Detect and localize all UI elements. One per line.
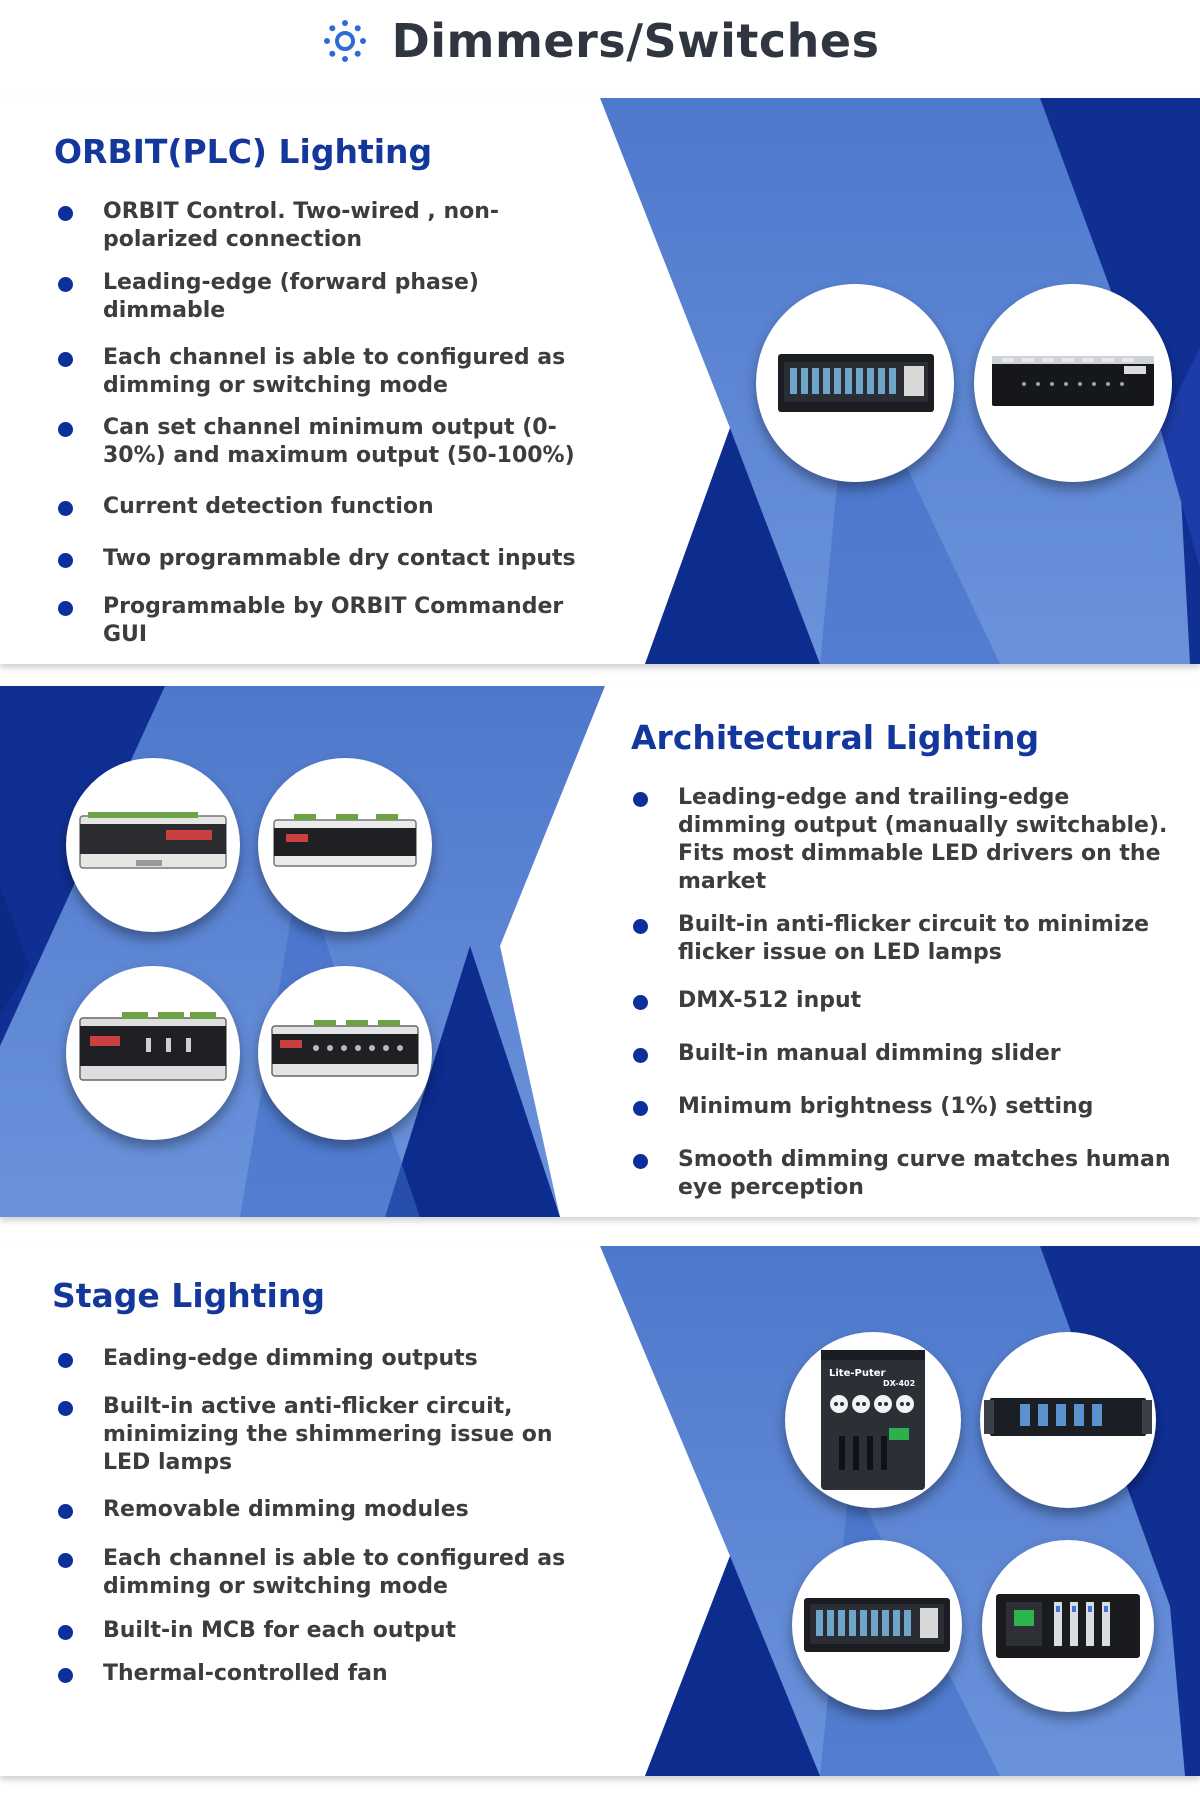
list-item xyxy=(56,1393,596,1477)
product-image-rack-dimmer-stage-2 xyxy=(792,1540,962,1710)
bullet-icon xyxy=(58,352,73,367)
list-item xyxy=(631,1093,1171,1121)
list-item xyxy=(56,1545,596,1601)
section-architectural-lighting xyxy=(0,686,1200,1217)
item-text: ORBIT Control. Two-wired , non-polarized connection xyxy=(103,199,500,252)
product-image-din-dimmer-2 xyxy=(258,758,432,932)
bullet-icon xyxy=(633,1048,648,1063)
bullet-icon xyxy=(58,422,73,437)
product-image-rack-dimmer xyxy=(756,284,954,482)
section-title: Architectural Lighting xyxy=(631,718,1040,757)
product-image-din-dimmer-4 xyxy=(258,966,432,1140)
item-text: Leading-edge (forward phase) dimmable xyxy=(103,270,479,323)
product-image-rack-switch xyxy=(974,284,1172,482)
item-text: Two programmable dry contact inputs xyxy=(103,546,576,571)
list-item xyxy=(56,344,596,400)
list-item xyxy=(56,414,596,470)
list-item xyxy=(56,593,596,649)
item-text: Built-in anti-flicker circuit to minimize flicker issue on LED lamps xyxy=(678,912,1150,965)
item-text: Each channel is able to configured as dimming or switching mode xyxy=(103,345,566,398)
product-image-rack-dimmer-stage-1 xyxy=(980,1332,1156,1508)
list-item xyxy=(56,269,596,325)
section-stage-lighting xyxy=(0,1246,1200,1776)
product-image-rack-dimmer-stage-3 xyxy=(982,1540,1154,1712)
list-item xyxy=(631,1040,1171,1068)
page-header xyxy=(0,0,1200,98)
list-item xyxy=(631,784,1171,896)
feature-list xyxy=(56,1345,596,1688)
bullet-icon xyxy=(58,277,73,292)
item-text: Built-in manual dimming slider xyxy=(678,1041,1061,1066)
item-text: DMX-512 input xyxy=(678,988,862,1013)
item-text: Smooth dimming curve matches human eye perception xyxy=(678,1147,1171,1200)
list-item xyxy=(56,1660,596,1688)
section-title: ORBIT(PLC) Lighting xyxy=(54,132,433,171)
feature-list xyxy=(631,784,1171,1202)
bullet-icon xyxy=(58,1401,73,1416)
bullet-icon xyxy=(58,1504,73,1519)
product-image-portable-dimmer xyxy=(785,1332,961,1508)
page-title: Dimmers/Switches xyxy=(391,14,880,68)
bullet-icon xyxy=(58,1553,73,1568)
bullet-icon xyxy=(58,206,73,221)
item-text: Minimum brightness (1%) setting xyxy=(678,1094,1094,1119)
list-item xyxy=(56,198,596,254)
bullet-icon xyxy=(58,553,73,568)
list-item xyxy=(56,1345,596,1373)
model-label: DX-402 xyxy=(883,1379,916,1388)
list-item xyxy=(631,987,1171,1015)
item-text: Removable dimming modules xyxy=(103,1497,469,1522)
item-text: Built-in MCB for each output xyxy=(103,1618,457,1643)
item-text: Built-in active anti-flicker circuit, minimizing the shimmering issue on LED lamps xyxy=(103,1394,553,1475)
feature-list xyxy=(56,198,596,649)
sun-icon xyxy=(321,17,369,65)
bullet-icon xyxy=(633,1101,648,1116)
bullet-icon xyxy=(58,1353,73,1368)
bullet-icon xyxy=(58,601,73,616)
section-orbit-lighting xyxy=(0,98,1200,664)
bullet-icon xyxy=(58,501,73,516)
list-item xyxy=(56,1496,596,1524)
item-text: Current detection function xyxy=(103,494,434,519)
section-title: Stage Lighting xyxy=(52,1276,325,1315)
bullet-icon xyxy=(633,919,648,934)
bullet-icon xyxy=(633,792,648,807)
list-item xyxy=(56,545,596,573)
list-item xyxy=(631,1146,1171,1202)
item-text: Eading-edge dimming outputs xyxy=(103,1346,478,1371)
bullet-icon xyxy=(633,1154,648,1169)
list-item xyxy=(56,493,596,521)
item-text: Can set channel minimum output (0-30%) and maximum output (50-100%) xyxy=(103,415,575,468)
bullet-icon xyxy=(58,1625,73,1640)
item-text: Each channel is able to configured as dimming or switching mode xyxy=(103,1546,566,1599)
bullet-icon xyxy=(58,1668,73,1683)
list-item xyxy=(56,1617,596,1645)
item-text: Leading-edge and trailing-edge dimming output (manually switchable). Fits most dimmable LED drivers on the market xyxy=(678,785,1168,894)
bullet-icon xyxy=(633,995,648,1010)
item-text: Thermal-controlled fan xyxy=(103,1661,388,1686)
product-image-din-dimmer-1 xyxy=(66,758,240,932)
item-text: Programmable by ORBIT Commander GUI xyxy=(103,594,564,647)
brand-label: Lite-Puter xyxy=(829,1368,886,1379)
product-image-din-dimmer-3 xyxy=(66,966,240,1140)
list-item xyxy=(631,911,1171,967)
